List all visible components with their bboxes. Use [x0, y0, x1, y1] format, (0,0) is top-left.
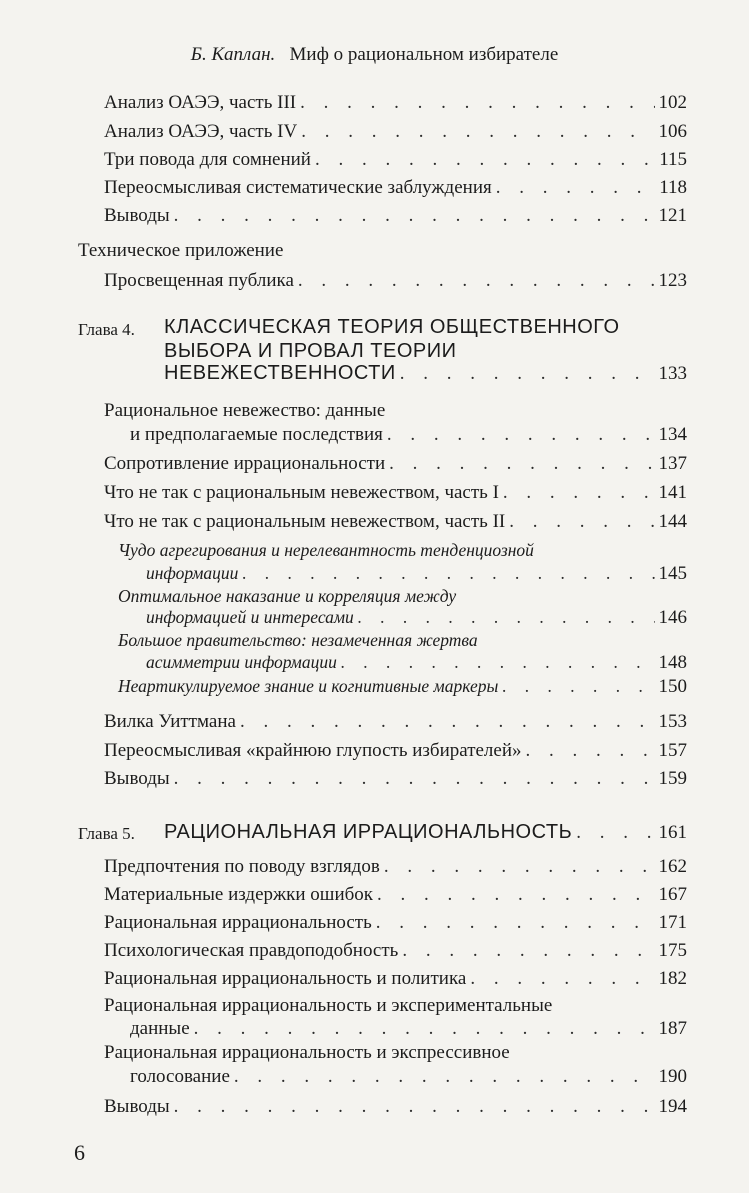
toc-entry-line1: Рациональное невежество: данные: [104, 400, 386, 421]
toc-entry[interactable]: голосование . . . 190: [130, 1066, 687, 1088]
header-author: Б. Каплан.: [190, 44, 276, 65]
chapter-label: Глава 4.: [78, 320, 135, 339]
toc-subentry[interactable]: информацией и интересами . . . 146: [146, 607, 687, 629]
header-title: Миф о рациональном избирателе: [289, 44, 559, 65]
toc-entry-line1: Рациональная иррациональность и экспрессивное: [104, 1042, 510, 1063]
toc-entry[interactable]: Рациональная иррациональность . . . 171: [104, 912, 687, 934]
chapter-title-line: КЛАССИЧЕСКАЯ ТЕОРИЯ ОБЩЕСТВЕННОГО: [164, 316, 620, 338]
toc-entry[interactable]: Анализ ОАЭЭ, часть III . . . 102: [104, 92, 687, 114]
toc-entry[interactable]: Что не так с рациональным невежеством, часть II . . . 144: [104, 511, 687, 533]
toc-entry[interactable]: Выводы . . . 121: [104, 205, 687, 227]
toc-entry[interactable]: Материальные издержки ошибок . . . 167: [104, 884, 687, 906]
appendix-title: Техническое приложение: [78, 240, 284, 261]
toc-subentry-line1: Большое правительство: незамеченная жертва: [118, 630, 478, 650]
toc-entry[interactable]: Переосмысливая систематические заблуждения . . . 118: [104, 177, 687, 199]
toc-entry[interactable]: Просвещенная публика . . . 123: [104, 270, 687, 292]
toc-entry-line1: Рациональная иррациональность и экспериментальные: [104, 995, 553, 1016]
toc-entry[interactable]: и предполагаемые последствия . . . 134: [130, 424, 687, 446]
toc-subentry[interactable]: асимметрии информации . . . 148: [146, 652, 687, 674]
toc-entry[interactable]: Психологическая правдоподобность . . . 175: [104, 940, 687, 962]
chapter-title-entry[interactable]: РАЦИОНАЛЬНАЯ ИРРАЦИОНАЛЬНОСТЬ . . . 161: [164, 821, 687, 844]
toc-entry[interactable]: Анализ ОАЭЭ, часть IV . . . 106: [104, 121, 687, 143]
chapter-title-line: ВЫБОРА И ПРОВАЛ ТЕОРИИ: [164, 340, 457, 362]
toc-entry[interactable]: Предпочтения по поводу взглядов . . . 162: [104, 856, 687, 878]
running-header: [0, 44, 749, 66]
chapter-title-entry[interactable]: НЕВЕЖЕСТВЕННОСТИ . . . 133: [164, 362, 687, 385]
chapter-label: Глава 5.: [78, 824, 135, 843]
page-number: 6: [74, 1140, 85, 1165]
toc-entry[interactable]: Три повода для сомнений . . . 115: [104, 149, 687, 171]
toc-subentry[interactable]: информации . . . 145: [146, 563, 687, 585]
toc-subentry[interactable]: Неартикулируемое знание и когнитивные маркеры . . . 150: [118, 676, 687, 698]
toc-entry[interactable]: Что не так с рациональным невежеством, часть I . . . 141: [104, 482, 687, 504]
toc-entry[interactable]: Вилка Уиттмана . . . 153: [104, 711, 687, 733]
toc-entry[interactable]: Выводы . . . 194: [104, 1096, 687, 1118]
toc-entry[interactable]: Выводы . . . 159: [104, 768, 687, 790]
toc-entry[interactable]: Сопротивление иррациональности . . . 137: [104, 453, 687, 475]
toc-subentry-line1: Чудо агрегирования и нерелевантность тенденциозной: [118, 540, 534, 560]
toc-entry[interactable]: Переосмысливая «крайнюю глупость избирателей» . . . 157: [104, 740, 687, 762]
toc-subentry-line1: Оптимальное наказание и корреляция между: [118, 586, 457, 606]
toc-entry[interactable]: Рациональная иррациональность и политика . . . 182: [104, 968, 687, 990]
toc-entry[interactable]: данные . . . 187: [130, 1018, 687, 1040]
